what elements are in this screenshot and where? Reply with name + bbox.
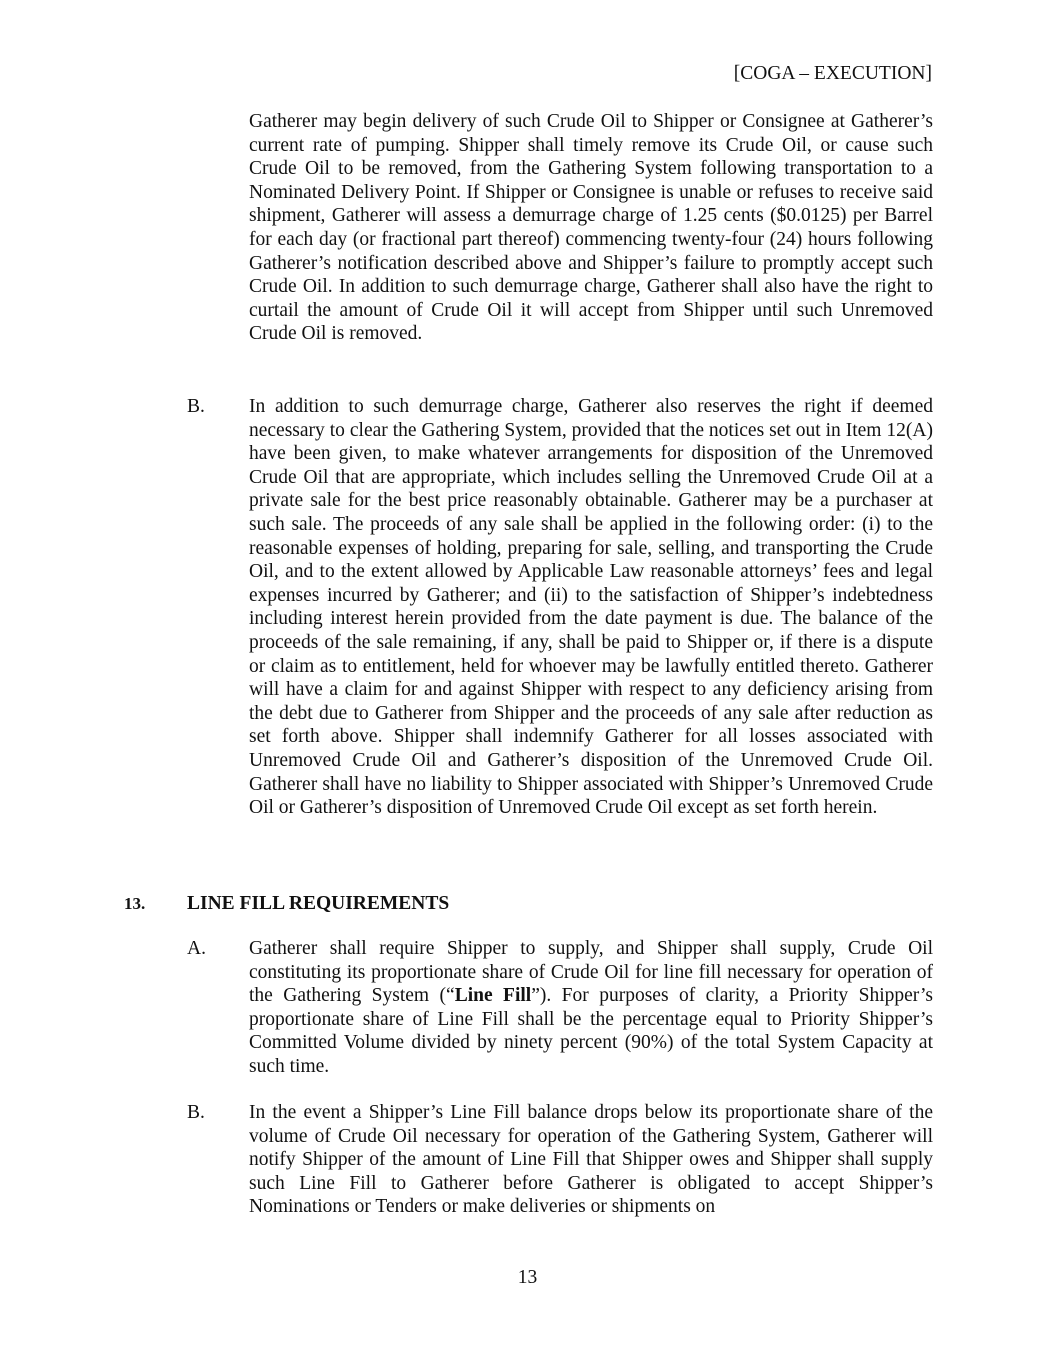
section-13-number: 13.: [124, 894, 146, 913]
line-fill-defined-term: Line Fill: [454, 985, 532, 1007]
item-13a-marker: A.: [187, 938, 206, 959]
document-header-label: [COGA – EXECUTION]: [733, 63, 932, 84]
page-number: 13: [517, 1267, 538, 1288]
item-13b-paragraph: In the event a Shipper’s Line Fill balance drops below its proportionate share of the volume of Crude Oil necessary for operation of the Gathering System, Gatherer will notify Shipper of the amount of Line Fill that Shipper owes and Shipper shall supply such Line Fill to Gatherer before Gatherer is obligated to accept Shipper’s Nominations or Tenders or make deliveries or shipments on: [249, 1102, 933, 1218]
section-13-title: LINE FILL REQUIREMENTS: [187, 893, 450, 914]
item-13a-text-after: ”). For purposes of clarity, a Priority Shipper’s proportionate share of Line Fill shall be the percentage equal to Priority Shipper’s Committed Volume divided by ninety percent (90%) of the total System Capacity at such time.: [249, 985, 934, 1077]
item-13a-paragraph: [249, 937, 933, 1079]
item-13a-text-before: Gatherer shall require Shipper to supply, and Shipper shall supply, Crude Oil constituting its proportionate share of Crude Oil for line fill necessary for operation of the Gathering System (“: [249, 938, 933, 1007]
item-13b-marker: B.: [187, 1102, 205, 1123]
item-12b-marker: B.: [187, 396, 205, 417]
continuation-paragraph: Gatherer may begin delivery of such Crude Oil to Shipper or Consignee at Gatherer’s current rate of pumping. Shipper shall timely remove its Crude Oil, or cause such Crude Oil to be removed, from the Gathering System following transportation to a Nominated Delivery Point. If Shipper or Consignee is unable or refuses to receive said shipment, Gatherer will assess a demurrage charge of 1.25 cents ($0.0125) per Barrel for each day (or fractional part thereof) commencing twenty-four (24) hours following Gatherer’s notification described above and Shipper’s failure to promptly accept such Crude Oil. In addition to such demurrage charge, Gatherer shall also have the right to curtail the amount of Crude Oil it will accept from Shipper until such Unremoved Crude Oil is removed.: [249, 111, 933, 345]
item-12b-paragraph: In addition to such demurrage charge, Gatherer also reserves the right if deemed necessary to clear the Gathering System, provided that the notices set out in Item 12(A) have been given, to make whatever arrangements for disposition of the Unremoved Crude Oil that are appropriate, which includes selling the Unremoved Crude Oil at a private sale for the best price reasonably obtainable. Gatherer may be a purchaser at such sale. The proceeds of any sale shall be applied in the following order: (i) to the reasonable expenses of holding, preparing for sale, selling, and transporting the Crude Oil, and to the extent allowed by Applicable Law reasonable attorneys’ fees and legal expenses incurred by Gatherer; and (ii) to the satisfaction of Shipper’s indebtedness including interest herein provided from the date payment is due. The balance of the proceeds of the sale remaining, if any, shall be paid to Shipper or, if there is a dispute or claim as to entitlement, held for whoever may be lawfully entitled thereto. Gatherer will have a claim for and against Shipper with respect to any deficiency arising from the debt due to Gatherer from Shipper and the proceeds of any sale after reduction as set forth above. Shipper shall indemnify Gatherer for all losses associated with Unremoved Crude Oil and Gatherer’s disposition of the Unremoved Crude Oil. Gatherer shall have no liability to Shipper associated with Shipper’s Unremoved Crude Oil or Gatherer’s disposition of Unremoved Crude Oil except as set forth herein.: [249, 396, 933, 819]
